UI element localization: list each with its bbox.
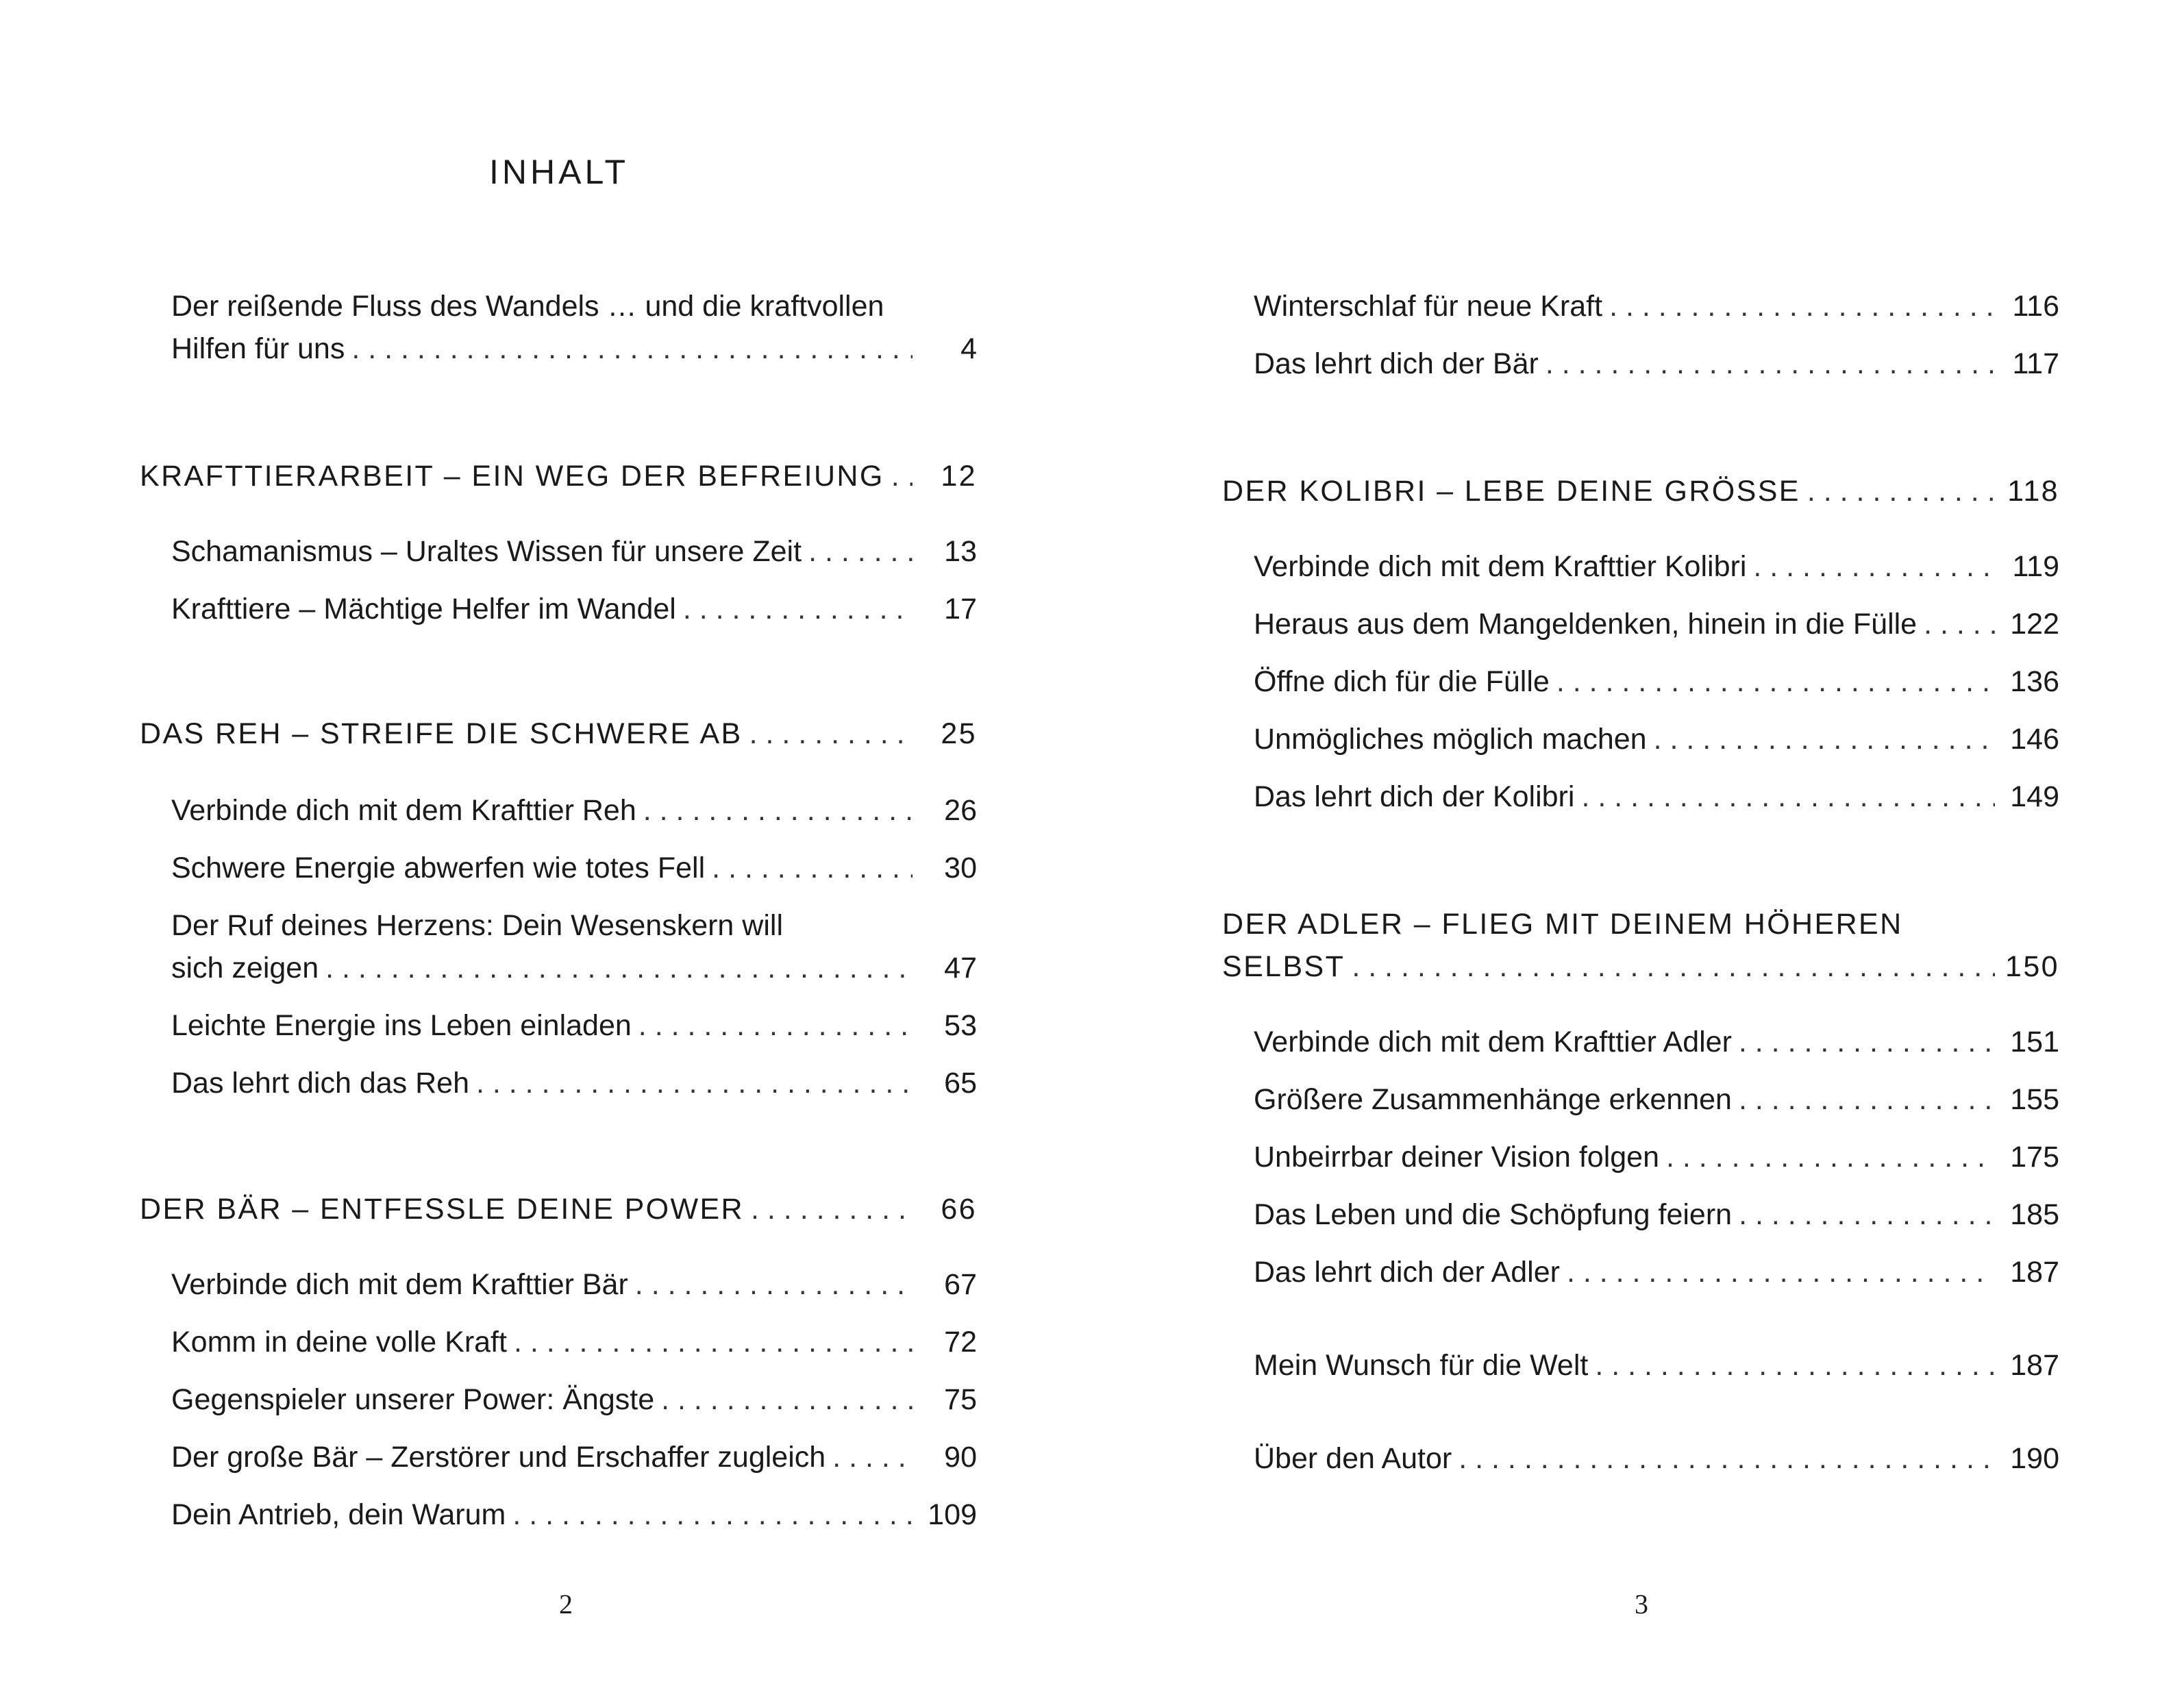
- leader-dots: [712, 847, 913, 889]
- toc-entry-label: Winterschlaf für neue Kraft: [1254, 290, 1603, 323]
- toc-entry: [1254, 285, 2059, 327]
- toc-page-number: 13: [944, 535, 977, 568]
- toc-entry-label: Verbinde dich mit dem Krafttier Reh: [171, 794, 636, 827]
- toc-entry-label: Das Leben und die Schöpfung feiern: [1254, 1198, 1733, 1231]
- toc-entry: [1254, 1193, 2059, 1236]
- toc-entry-label: sich zeigen: [171, 952, 319, 984]
- toc-entry-label: Das lehrt dich der Bär: [1254, 347, 1539, 380]
- toc-entry-label: Das lehrt dich der Adler: [1254, 1256, 1560, 1289]
- toc-entry-label: Leichte Energie ins Leben einladen: [171, 1009, 632, 1042]
- toc-entry: [1254, 776, 2059, 818]
- toc-entry-label: Der große Bär – Zerstörer und Erschaffer zugleich: [171, 1441, 826, 1474]
- leader-dots: [683, 588, 913, 630]
- toc-entry: [171, 1062, 977, 1104]
- toc-entry-label: Krafttiere – Mächtige Helfer im Wandel: [171, 593, 676, 625]
- toc-entry-label: Verbinde dich mit dem Krafttier Kolibri: [1254, 550, 1747, 583]
- leader-dots: [1609, 285, 1995, 327]
- toc-entry-label: Verbinde dich mit dem Krafttier Adler: [1254, 1026, 1732, 1058]
- toc-page-number: 65: [944, 1067, 977, 1100]
- toc-entry-label: Heraus aus dem Mangeldenken, hinein in die Fülle: [1254, 608, 1918, 641]
- toc-page-number: 116: [2012, 290, 2059, 323]
- leader-dots: [1546, 343, 1995, 385]
- leader-dots: [1581, 776, 1995, 818]
- leader-dots: [1666, 1136, 1995, 1178]
- toc-page-number: 117: [2012, 347, 2059, 380]
- toc-entry-label: Das lehrt dich der Kolibri: [1254, 780, 1575, 813]
- toc-page-number: 187: [2010, 1349, 2059, 1382]
- leader-dots: [325, 947, 913, 989]
- toc-entry: [171, 530, 977, 573]
- toc-page-number: 136: [2010, 665, 2059, 698]
- leader-dots: [661, 1378, 913, 1421]
- toc-chapter-line2: [1222, 945, 2059, 988]
- toc-page-number: 155: [2010, 1083, 2059, 1116]
- toc-page-number: 187: [2010, 1256, 2059, 1289]
- toc-page-number: 119: [2012, 550, 2059, 583]
- leader-dots: [514, 1321, 913, 1363]
- toc-entry: [171, 789, 977, 832]
- toc-entry-label: Komm in deine volle Kraft: [171, 1326, 507, 1359]
- toc-entry-label: Verbinde dich mit dem Krafttier Bär: [171, 1268, 628, 1301]
- leader-dots: [832, 1436, 913, 1478]
- page-number-right: 3: [1635, 1589, 1648, 1620]
- toc-page-number: 109: [928, 1498, 977, 1531]
- toc-entry: [171, 588, 977, 630]
- toc-chapter-line1: DER ADLER – FLIEG MIT DEINEM HÖHEREN: [1222, 908, 1903, 941]
- toc-chapter-1: [140, 455, 977, 497]
- leader-dots: [751, 1188, 913, 1230]
- toc-chapter-label: DAS REH – STREIFE DIE SCHWERE AB: [140, 717, 743, 750]
- toc-page-number: 185: [2010, 1198, 2059, 1231]
- leader-dots: [638, 1004, 913, 1047]
- toc-entry-label: Mein Wunsch für die Welt: [1254, 1349, 1589, 1382]
- leader-dots: [1739, 1078, 1995, 1121]
- toc-entry-intro-line1: Der reißende Fluss des Wandels … und die kraftvollen: [171, 290, 884, 323]
- toc-entry: [1254, 1251, 2059, 1293]
- leader-dots: [749, 712, 913, 755]
- toc-page-number: 30: [944, 852, 977, 884]
- toc-entry-line2: [171, 947, 977, 989]
- toc-page-number: 75: [944, 1383, 977, 1416]
- page-number-left: 2: [559, 1589, 573, 1620]
- toc-entry: [1254, 1021, 2059, 1063]
- toc-entry: [1254, 1344, 2059, 1387]
- toc-entry: [1254, 603, 2059, 645]
- leader-dots: [808, 530, 913, 573]
- leader-dots: [351, 327, 913, 370]
- toc-entry-label: Schwere Energie abwerfen wie totes Fell: [171, 852, 706, 884]
- toc-page-number: 53: [944, 1009, 977, 1042]
- leader-dots: [1739, 1021, 1995, 1063]
- toc-entry: [1254, 660, 2059, 703]
- toc-entry-line1: Der Ruf deines Herzens: Dein Wesenskern will: [171, 909, 784, 942]
- toc-entry: [1254, 1136, 2059, 1178]
- toc-page-number: 118: [2007, 475, 2059, 508]
- toc-page-number: 150: [2005, 950, 2059, 983]
- toc-entry-intro-line2: [171, 327, 977, 370]
- toc-entry: [1254, 343, 2059, 385]
- toc-page-number: 47: [944, 952, 977, 984]
- toc-entry-label: Unbeirrbar deiner Vision folgen: [1254, 1141, 1660, 1174]
- toc-page-number: 90: [944, 1441, 977, 1474]
- toc-entry: [171, 1004, 977, 1047]
- toc-entry-label: Schamanismus – Uraltes Wissen für unsere Zeit: [171, 535, 802, 568]
- toc-page-number: 17: [944, 593, 977, 625]
- toc-chapter-label: SELBST: [1222, 950, 1345, 983]
- toc-entry: [171, 1263, 977, 1306]
- leader-dots: [643, 789, 913, 832]
- leader-dots: [891, 455, 913, 497]
- toc-entry-label: Das lehrt dich das Reh: [171, 1067, 469, 1100]
- toc-chapter-3: [140, 1188, 977, 1230]
- toc-page-number: 190: [2010, 1442, 2059, 1475]
- toc-page-number: 175: [2010, 1141, 2059, 1174]
- toc-chapter-label: KRAFTTIERARBEIT – EIN WEG DER BEFREIUNG: [140, 460, 884, 493]
- toc-page-number: 67: [944, 1268, 977, 1301]
- leader-dots: [1459, 1437, 1995, 1480]
- toc-page-number: 146: [2010, 723, 2059, 756]
- toc-entry-label: Öffne dich für die Fülle: [1254, 665, 1550, 698]
- toc-page-number: 66: [941, 1193, 977, 1226]
- toc-entry: [171, 1321, 977, 1363]
- leader-dots: [1753, 545, 1995, 588]
- toc-page-number: 26: [944, 794, 977, 827]
- toc-entry-label: Über den Autor: [1254, 1442, 1452, 1475]
- toc-page-number: 72: [944, 1326, 977, 1359]
- leader-dots: [1807, 470, 1995, 512]
- toc-chapter-4: [1222, 470, 2059, 512]
- toc-entry-label: Gegenspieler unserer Power: Ängste: [171, 1383, 655, 1416]
- toc-page-number: 25: [941, 717, 977, 750]
- toc-page-number: 151: [2010, 1026, 2059, 1058]
- toc-entry: [171, 1493, 977, 1536]
- toc-entry-label: Dein Antrieb, dein Warum: [171, 1498, 506, 1531]
- toc-chapter-label: DER BÄR – ENTFESSLE DEINE POWER: [140, 1193, 745, 1226]
- leader-dots: [1567, 1251, 1995, 1293]
- toc-entry: [171, 847, 977, 889]
- leader-dots: [512, 1493, 913, 1536]
- toc-entry-label: Unmögliches möglich machen: [1254, 723, 1647, 756]
- leader-dots: [476, 1062, 913, 1104]
- toc-entry: [1254, 1437, 2059, 1480]
- toc-chapter-label: DER KOLIBRI – LEBE DEINE GRÖSSE: [1222, 475, 1800, 508]
- toc-entry: [1254, 718, 2059, 760]
- leader-dots: [635, 1263, 913, 1306]
- toc-entry-label: Größere Zusammenhänge erkennen: [1254, 1083, 1732, 1116]
- leader-dots: [1595, 1344, 1995, 1387]
- leader-dots: [1924, 603, 1995, 645]
- toc-entry: [1254, 545, 2059, 588]
- toc-entry: [171, 1378, 977, 1421]
- toc-page-number: 122: [2010, 608, 2059, 641]
- toc-entry: [171, 1436, 977, 1478]
- toc-page-number: 149: [2010, 780, 2059, 813]
- toc-entry-label: Hilfen für uns: [171, 332, 345, 365]
- leader-dots: [1352, 945, 1995, 988]
- page-title: INHALT: [489, 153, 630, 191]
- leader-dots: [1739, 1193, 1995, 1236]
- toc-chapter-2: [140, 712, 977, 755]
- toc-entry: [1254, 1078, 2059, 1121]
- leader-dots: [1654, 718, 1995, 760]
- toc-page-number: 12: [941, 460, 977, 493]
- leader-dots: [1556, 660, 1995, 703]
- toc-page-number: 4: [960, 332, 977, 365]
